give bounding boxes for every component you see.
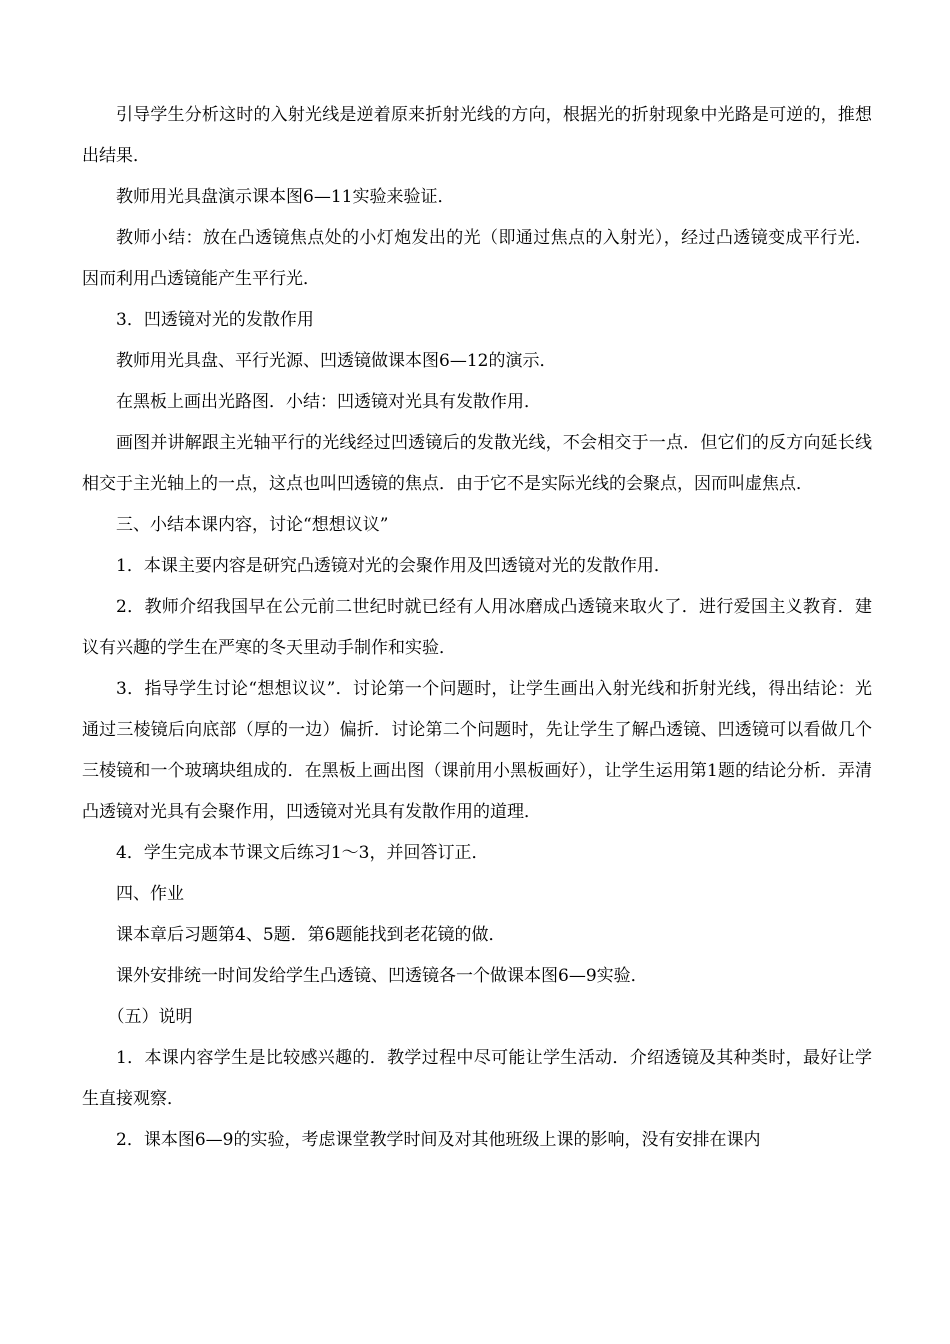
section-heading-notes: （五）说明 (107, 1007, 193, 1027)
list-item-3: 3．指导学生讨论“想想议议”．讨论第一个问题时，让学生画出入射光线和折射光线，得出结论：光通过三棱镜后向底部（厚的一边）偏折．讨论第二个问题时，先让学生了解凸透镜、凹透镜可以看做几个三棱镜和一个玻璃块组成的．在黑板上画出图（课前用小黑板画好），让学生运用第1题的结论分析．弄清凸透镜对光具有会聚作用，凹透镜对光具有发散作用的道理． (82, 679, 872, 822)
paragraph-demo-6-12: 教师用光具盘、平行光源、凹透镜做课本图6—12的演示． (116, 351, 557, 371)
list-item-1: 1．本课主要内容是研究凸透镜对光的会聚作用及凹透镜对光的发散作用． (116, 556, 671, 576)
list-item-2: 2．教师介绍我国早在公元前二世纪时就已经有人用冰磨成凸透镜来取火了．进行爱国主义教育．建议有兴趣的学生在严寒的冬天里动手制作和实验． (82, 597, 872, 658)
note-item-2: 2．课本图6—9的实验，考虑课堂教学时间及对其他班级上课的影响，没有安排在课内 (116, 1130, 761, 1150)
paragraph-teacher-summary: 教师小结：放在凸透镜焦点处的小灯炮发出的光（即通过焦点的入射光），经过凸透镜变成平行光．因而利用凸透镜能产生平行光． (82, 228, 872, 289)
list-item-4: 4．学生完成本节课文后练习1～3，并回答订正． (116, 843, 489, 863)
paragraph-homework-experiment: 课外安排统一时间发给学生凸透镜、凹透镜各一个做课本图6—9实验． (116, 966, 648, 986)
section-heading-summary: 三、小结本课内容，讨论“想想议议” (116, 515, 389, 535)
section-heading-homework: 四、作业 (116, 884, 184, 904)
section-heading-concave-lens: 3．凹透镜对光的发散作用 (116, 310, 314, 330)
paragraph-virtual-focus: 画图并讲解跟主光轴平行的光线经过凹透镜后的发散光线，不会相交于一点．但它们的反方向延长线相交于主光轴上的一点，这点也叫凹透镜的焦点．由于它不是实际光线的会聚点，因而叫虚焦点． (82, 433, 872, 494)
paragraph-homework-exercises: 课本章后习题第4、5题．第6题能找到老花镜的做． (116, 925, 506, 945)
note-item-1: 1．本课内容学生是比较感兴趣的．教学过程中尽可能让学生活动．介绍透镜及其种类时，最好让学生直接观察． (82, 1048, 872, 1109)
paragraph-demo-6-11: 教师用光具盘演示课本图6—11实验来验证． (116, 187, 455, 207)
paragraph-analysis: 引导学生分析这时的入射光线是逆着原来折射光线的方向，根据光的折射现象中光路是可逆的，推想出结果． (82, 105, 872, 166)
paragraph-blackboard-summary: 在黑板上画出光路图．小结：凹透镜对光具有发散作用． (116, 392, 541, 412)
document-body (82, 95, 872, 1161)
